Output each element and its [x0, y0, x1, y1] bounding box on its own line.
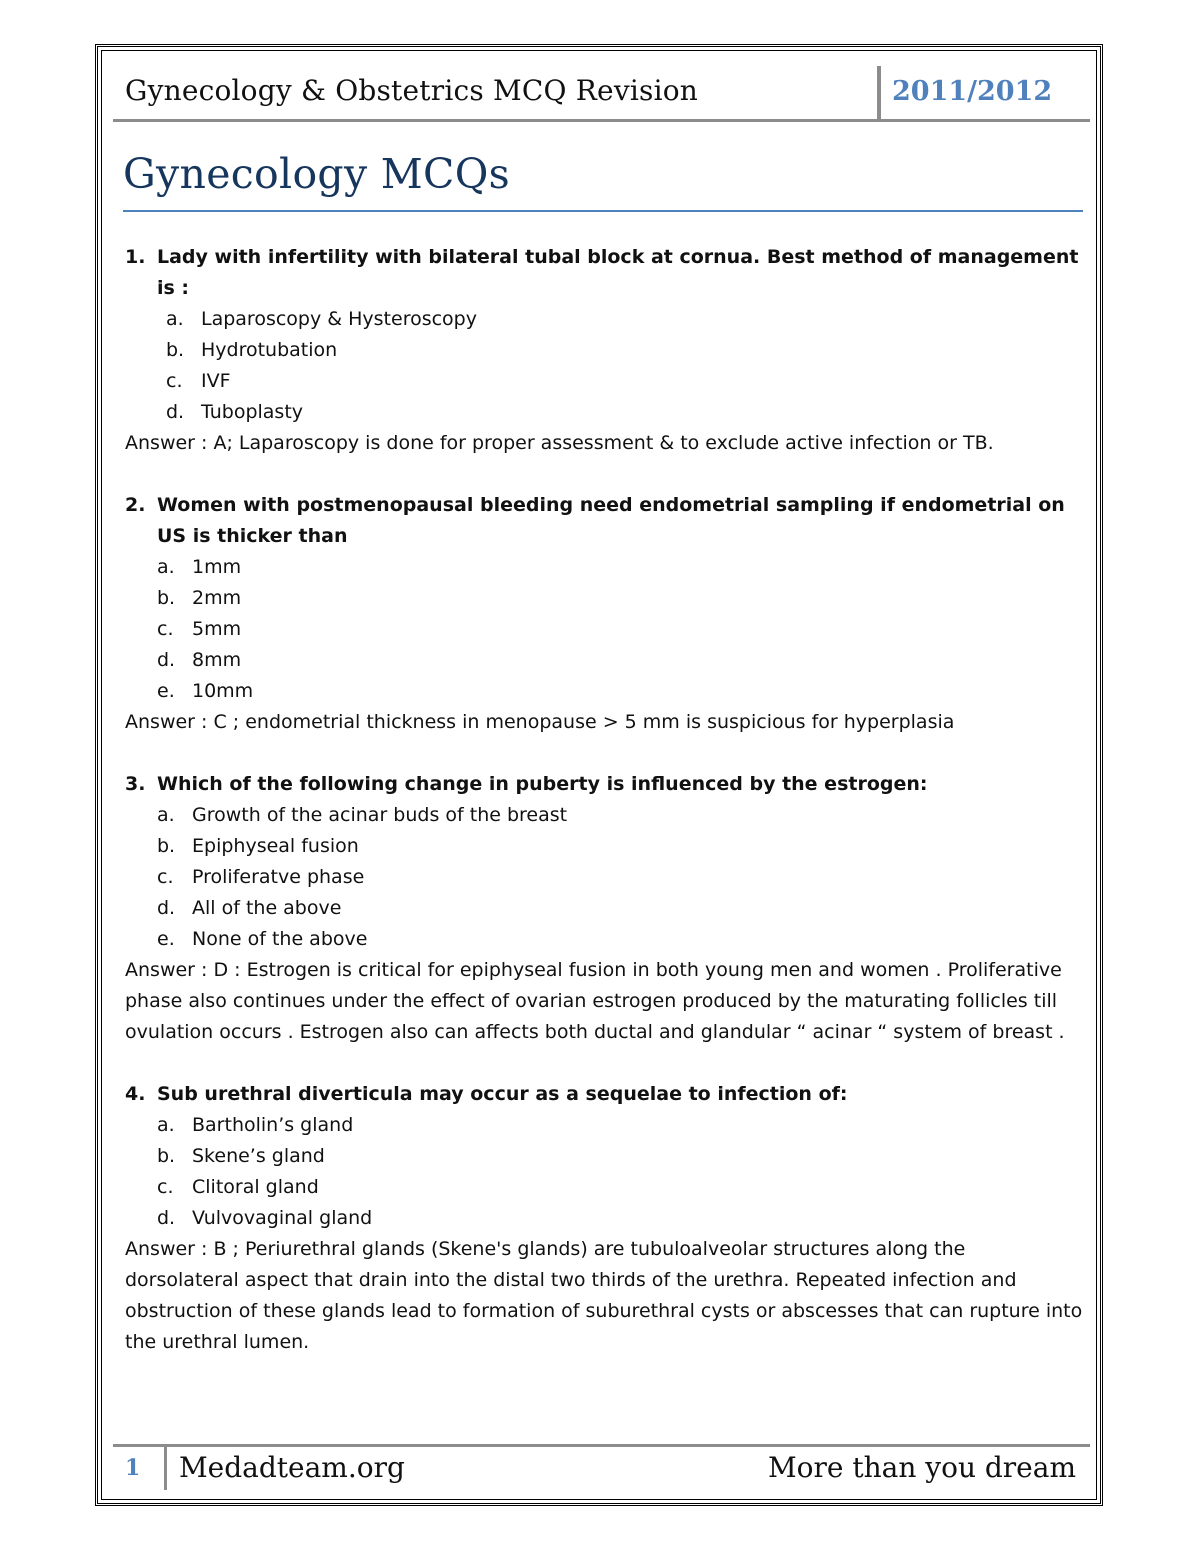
option-item [157, 676, 1085, 707]
header-rule [113, 119, 1090, 122]
option-text: Clitoral gland [192, 1176, 319, 1198]
option-text: Laparoscopy & Hysteroscopy [201, 308, 477, 330]
options-list [125, 552, 1085, 707]
option-letter: c. [157, 1176, 174, 1198]
option-letter: a. [157, 1114, 175, 1136]
question-stem [125, 490, 1085, 552]
option-text: Growth of the acinar buds of the breast [192, 804, 568, 826]
option-letter: a. [157, 804, 175, 826]
footer-site: Medadteam.org [179, 1451, 405, 1484]
option-letter: a. [157, 556, 175, 578]
option-letter: d. [166, 401, 185, 423]
option-letter: d. [157, 897, 176, 919]
question-text: Which of the following change in puberty is influenced by the estrogen: [157, 773, 928, 795]
answer-text: Answer : A; Laparoscopy is done for proper assessment & to exclude active infection or TB. [125, 432, 994, 454]
header-title: Gynecology & Obstetrics MCQ Revision [125, 74, 699, 107]
question-2 [125, 490, 1085, 738]
option-item [157, 1172, 1085, 1203]
option-text: Epiphyseal fusion [192, 835, 359, 857]
option-text: Tuboplasty [201, 401, 304, 423]
question-text: Lady with infertility with bilateral tubal block at cornua. Best method of management is : [157, 246, 1079, 299]
header-divider [877, 66, 881, 120]
option-letter: b. [157, 1145, 176, 1167]
option-text: 8mm [192, 649, 242, 671]
document-title: Gynecology MCQs [123, 150, 510, 198]
question-text: Women with postmenopausal bleeding need endometrial sampling if endometrial on US is thicker than [157, 494, 1065, 547]
option-item [157, 552, 1085, 583]
question-text: Sub urethral diverticula may occur as a sequelae to infection of: [157, 1083, 848, 1105]
option-text: IVF [201, 370, 231, 392]
option-text: 5mm [192, 618, 242, 640]
question-3 [125, 769, 1085, 1048]
option-letter: a. [166, 308, 184, 330]
question-4 [125, 1079, 1085, 1358]
answer-text: Answer : D : Estrogen is critical for epiphyseal fusion in both young men and women . Proliferative phase also continues under the effect of ovarian estrogen produced by the maturating follicles till ovulation occurs . Estrogen also can affects both ductal and glandular “ acinar “ system of breast . [125, 959, 1065, 1043]
question-number: 2. [125, 494, 146, 516]
option-text: None of the above [192, 928, 368, 950]
option-item [166, 304, 1085, 335]
option-item [157, 614, 1085, 645]
option-item [157, 645, 1085, 676]
options-list [125, 304, 1085, 428]
option-letter: e. [157, 680, 175, 702]
footer-rule [113, 1444, 1090, 1447]
option-item [157, 1110, 1085, 1141]
answer-text: Answer : B ; Periurethral glands (Skene's glands) are tubuloalveolar structures along the dorsolateral aspect that drain into the distal two thirds of the urethra. Repeated infection and obstruction of these glands lead to formation of suburethral cysts or abscesses that can rupture into the urethral lumen. [125, 1238, 1083, 1353]
option-letter: b. [157, 587, 176, 609]
option-letter: c. [166, 370, 183, 392]
option-text: Skene’s gland [192, 1145, 325, 1167]
option-item [157, 831, 1085, 862]
questions-list [125, 242, 1085, 1389]
option-text: Proliferatve phase [192, 866, 365, 888]
footer-divider [164, 1446, 167, 1490]
option-item [157, 924, 1085, 955]
header-year: 2011/2012 [892, 76, 1053, 107]
option-text: 10mm [192, 680, 254, 702]
option-letter: c. [157, 866, 174, 888]
option-letter: b. [157, 835, 176, 857]
option-letter: d. [157, 649, 176, 671]
option-letter: b. [166, 339, 185, 361]
option-item [157, 1141, 1085, 1172]
footer-slogan: More than you dream [767, 1451, 1076, 1484]
option-item [157, 862, 1085, 893]
options-list [125, 800, 1085, 955]
question-number: 1. [125, 246, 146, 268]
options-list [125, 1110, 1085, 1234]
title-underline [123, 210, 1083, 212]
question-1 [125, 242, 1085, 459]
option-letter: d. [157, 1207, 176, 1229]
option-text: Hydrotubation [201, 339, 338, 361]
option-letter: c. [157, 618, 174, 640]
option-item [166, 366, 1085, 397]
question-number: 3. [125, 773, 146, 795]
option-text: 2mm [192, 587, 242, 609]
question-stem [125, 769, 1085, 800]
answer-text: Answer : C ; endometrial thickness in menopause > 5 mm is suspicious for hyperplasia [125, 711, 955, 733]
option-letter: e. [157, 928, 175, 950]
option-item [166, 397, 1085, 428]
option-text: All of the above [192, 897, 342, 919]
option-item [157, 1203, 1085, 1234]
question-stem [125, 1079, 1085, 1110]
option-text: Vulvovaginal gland [192, 1207, 373, 1229]
option-text: 1mm [192, 556, 242, 578]
question-stem [125, 242, 1085, 304]
option-item [157, 893, 1085, 924]
question-number: 4. [125, 1083, 146, 1105]
option-item [157, 800, 1085, 831]
page-number: 1 [125, 1455, 141, 1481]
option-item [166, 335, 1085, 366]
option-text: Bartholin’s gland [192, 1114, 354, 1136]
option-item [157, 583, 1085, 614]
